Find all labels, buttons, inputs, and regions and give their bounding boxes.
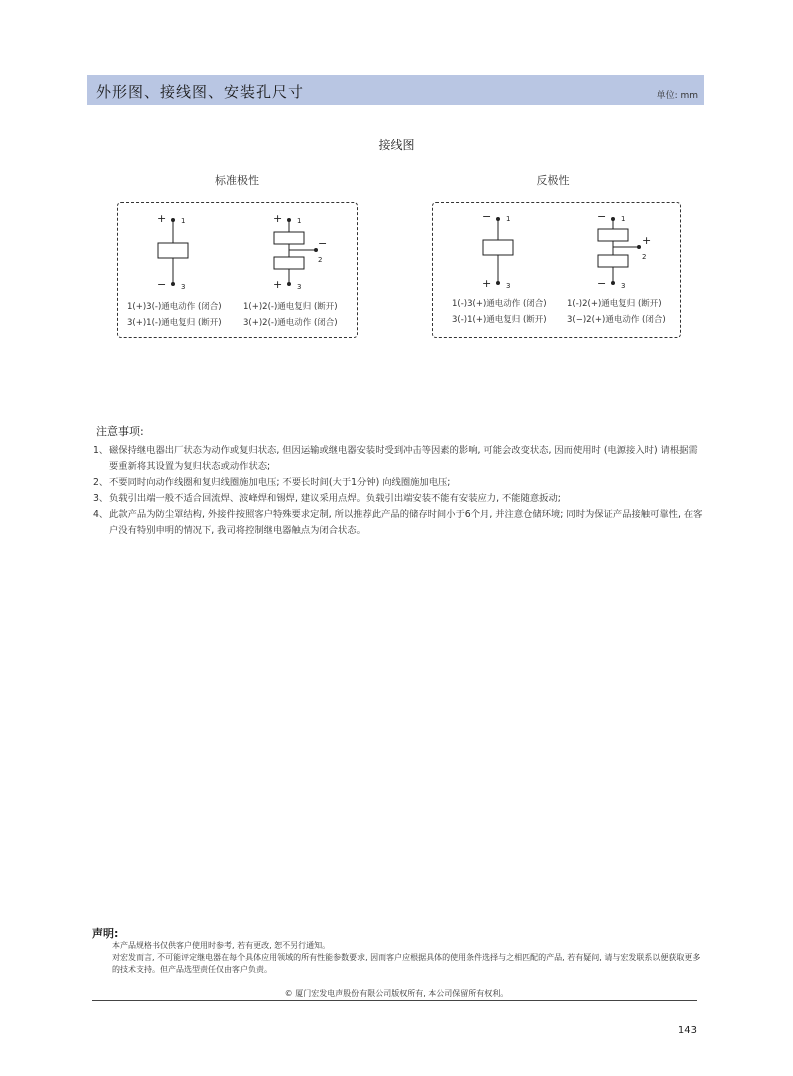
note-number: 3、 — [93, 493, 109, 504]
std-right-bottom-pin: 3 — [297, 283, 302, 291]
rev-right-bottom-sign: − — [597, 277, 607, 290]
section-title: 外形图、接线图、安装孔尺寸 — [96, 83, 305, 101]
notes-title: 注意事项: — [96, 425, 144, 438]
declaration-line-1: 本产品规格书仅供客户使用时参考, 若有更改, 恕不另行通知。 — [112, 941, 331, 950]
standard-schematics — [117, 202, 357, 302]
rev-caption-2: 3(-)1(+)通电复归 (断开) — [452, 315, 547, 325]
standard-polarity-label: 标准极性 — [215, 174, 259, 187]
rev-caption-3: 1(-)2(+)通电复归 (断开) — [567, 299, 662, 309]
rev-left-top-pin: 1 — [506, 215, 511, 223]
declaration-title: 声明: — [92, 927, 119, 940]
rev-right-top-sign: − — [597, 210, 607, 223]
rev-right-mid-sign: + — [642, 234, 652, 247]
std-left-bottom-pin: 3 — [181, 283, 186, 291]
note-text: 磁保持继电器出厂状态为动作或复归状态, 但因运输或继电器安装时受到冲击等因素的影响, 可能会改变状态, 因而使用时 (电源接入时) 请根据需要重新将其设置为复归状态或动作状态; — [109, 445, 698, 472]
std-left-top-sign: + — [157, 212, 167, 225]
std-left-top-pin: 1 — [181, 217, 186, 225]
std-left-bottom-sign: − — [157, 278, 167, 291]
rev-right-mid-pin: 2 — [642, 253, 647, 261]
note-text: 此款产品为防尘罩结构, 外接件按照客户特殊要求定制, 所以推荐此产品的储存时间小于6个月, 并注意仓储环境; 同时为保证产品接触可靠性, 在客户没有特别申明的情况下, 我司将控制继电器触点为闭合状态。 — [109, 509, 703, 536]
unit-label: 单位: mm — [656, 91, 698, 101]
std-caption-4: 3(+)2(-)通电动作 (闭合) — [243, 318, 338, 328]
std-caption-1: 1(+)3(-)通电动作 (闭合) — [127, 302, 222, 312]
footer-divider — [92, 1000, 697, 1001]
rev-left-bottom-sign: + — [482, 277, 492, 290]
std-caption-2: 3(+)1(-)通电复归 (断开) — [127, 318, 222, 328]
note-item — [93, 443, 703, 475]
reverse-polarity-label: 反极性 — [536, 174, 570, 187]
rev-caption-1: 1(-)3(+)通电动作 (闭合) — [452, 299, 547, 309]
rev-right-top-pin: 1 — [621, 215, 626, 223]
declaration-line-2: 对宏发而言, 不可能评定继电器在每个具体应用领域的所有性能参数要求, 因而客户应根据具体的使用条件选择与之相匹配的产品, 若有疑问, 请与宏发联系以便获取更多的技术支持。但产品选型责任仅由客户负责。 — [112, 953, 701, 974]
std-right-top-sign: + — [273, 212, 283, 225]
note-item — [93, 507, 703, 539]
notes-list — [93, 443, 703, 539]
note-number: 1、 — [93, 445, 109, 456]
rev-right-bottom-pin: 3 — [621, 282, 626, 290]
diagram-title: 接线图 — [378, 138, 415, 152]
copyright-notice: © 厦门宏发电声股份有限公司版权所有, 本公司保留所有权利。 — [284, 989, 509, 998]
note-text: 不要同时向动作线圈和复归线圈施加电压; 不要长时间(大于1分钟) 向线圈施加电压; — [109, 477, 451, 488]
note-number: 2、 — [93, 477, 109, 488]
rev-left-bottom-pin: 3 — [506, 282, 511, 290]
rev-left-top-sign: − — [482, 210, 492, 223]
note-item — [93, 475, 703, 491]
note-text: 负载引出端一般不适合回流焊、波峰焊和锡焊, 建议采用点焊。负载引出端安装不能有安装应力, 不能随意扳动; — [109, 493, 561, 504]
std-right-top-pin: 1 — [297, 217, 302, 225]
std-right-bottom-sign: + — [273, 278, 283, 291]
note-item — [93, 491, 703, 507]
std-right-mid-pin: 2 — [318, 256, 323, 264]
reverse-schematics — [432, 202, 680, 302]
std-right-mid-sign: − — [318, 237, 328, 250]
page-number: 143 — [677, 1025, 697, 1036]
declaration-text — [92, 940, 704, 976]
rev-caption-4: 3(−)2(+)通电动作 (闭合) — [567, 315, 666, 325]
note-number: 4、 — [93, 509, 109, 520]
std-caption-3: 1(+)2(-)通电复归 (断开) — [243, 302, 338, 312]
